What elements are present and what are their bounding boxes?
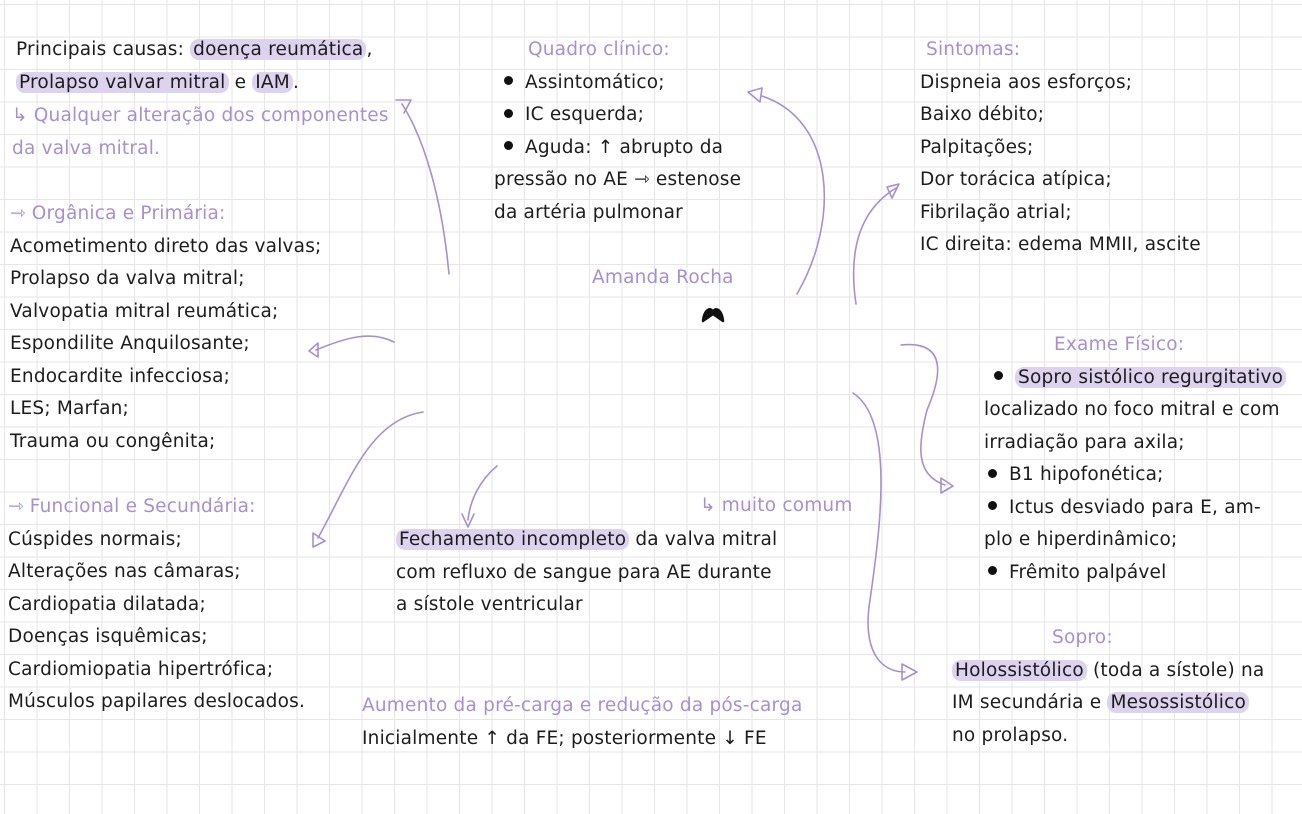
arrow-to-symptoms xyxy=(854,188,896,304)
arrow-to-causes xyxy=(402,104,449,274)
highlight-rheumatic: doença reumática xyxy=(190,39,366,60)
exam-section: Exame Físico: Sopro sistólico regurgitativo localizado no foco mitral e com irradiação para axila; B1 hipofonética; Ictus desviado para E, am- plo e hiperdinâmico; Frêmito palpável xyxy=(984,329,1286,589)
load-heading: Aumento da pré-carga e redução da pós-carga xyxy=(362,695,803,716)
symptoms-section xyxy=(920,34,1201,262)
arrow-to-exam xyxy=(901,345,945,485)
murmur-section: Sopro: Holossistólico (toda a sístole) na IM secundária e Mesossistólico no prolapso. xyxy=(952,622,1264,752)
list-item: Ictus desviado para E, am- xyxy=(984,492,1286,525)
highlight-holosystolic: Holossistólico xyxy=(952,660,1087,681)
highlight-prolapse: Prolapso valvar mitral xyxy=(16,72,229,93)
list-item: Músculos papilares deslocados. xyxy=(8,691,306,712)
list-item: Fibrilação atrial; xyxy=(920,201,1072,223)
load-section: Aumento da pré-carga e redução da pós-carga Inicialmente ↑ da FE; posteriormente ↓ FE xyxy=(362,690,803,755)
list-item: Palpitações; xyxy=(920,136,1034,158)
bullet-icon xyxy=(994,371,1003,380)
bullet-icon xyxy=(504,141,513,150)
murmur-heading: Sopro: xyxy=(1052,627,1113,648)
causes-section: Principais causas: doença reumática , Prolapso valvar mitral e IAM . xyxy=(16,39,373,93)
causes-note: ↳ Qualquer alteração dos componentes da valva mitral. xyxy=(12,105,389,159)
highlight-iam: IAM xyxy=(252,72,293,93)
bullet-icon xyxy=(504,109,513,118)
list-item: Dor torácica atípica; xyxy=(920,169,1112,190)
list-item: IC esquerda; xyxy=(494,99,741,132)
list-item: Cardiopatia dilatada; xyxy=(8,593,206,615)
list-item: Aguda: ↑ abrupto da xyxy=(494,132,741,165)
clinical-heading: Quadro clínico: xyxy=(528,39,670,60)
exam-heading: Exame Físico: xyxy=(1054,334,1185,355)
list-item: Assintomático; xyxy=(494,67,741,100)
bullet-icon xyxy=(504,76,513,85)
list-item: Endocardite infecciosa; xyxy=(10,365,231,387)
list-item: Espondilite Anquilosante; xyxy=(10,333,250,354)
functional-heading: ⇾ Funcional e Secundária: xyxy=(8,496,256,517)
list-item: Cardiomiopatia hipertrófica; xyxy=(8,658,274,680)
list-item: Doenças isquêmicas; xyxy=(8,626,208,647)
arrow-to-definition xyxy=(468,466,497,520)
arrow-to-murmur xyxy=(853,393,905,672)
arrow-to-exam-head xyxy=(941,478,953,493)
list-item: Dispneia aos esforços; xyxy=(920,71,1133,93)
list-item: Prolapso da valva mitral; xyxy=(10,268,245,289)
highlight-incomplete-closure: Fechamento incompleto xyxy=(396,529,629,550)
arrow-to-clinical xyxy=(762,96,824,294)
list-item: Baixo débito; xyxy=(920,104,1045,125)
list-item: Alterações nas câmaras; xyxy=(8,561,241,582)
list-item xyxy=(984,362,1286,395)
arrow-to-organic xyxy=(316,336,394,350)
organic-heading: ⇾ Orgânica e Primária: xyxy=(10,203,226,224)
causes-label: Principais causas: xyxy=(16,39,185,60)
arrow-to-clinical-head xyxy=(748,88,762,102)
list-item: B1 hipofonética; xyxy=(984,459,1286,492)
list-item: Valvopatia mitral reumática; xyxy=(10,300,279,322)
highlight-mesosystolic: Mesossistólico xyxy=(1107,692,1249,713)
list-item: Trauma ou congênita; xyxy=(10,430,216,452)
clinical-section: Quadro clínico: Assintomático; IC esquerda; Aguda: ↑ abrupto da pressão no AE ⇾ estenose da artéria pulmonar xyxy=(494,34,741,229)
list-item: Cúspides normais; xyxy=(8,528,182,550)
functional-section xyxy=(8,491,305,719)
highlight-murmur: Sopro sistólico regurgitativo xyxy=(1015,367,1286,388)
author-name: Amanda Rocha xyxy=(592,267,734,288)
definition-section: Fechamento incompleto da valva mitral com refluxo de sangue para AE durante a sístole ventricular xyxy=(396,529,778,615)
heart-icon xyxy=(703,309,723,321)
bullet-icon xyxy=(988,566,997,575)
symptoms-heading: Sintomas: xyxy=(926,39,1021,60)
bullet-icon xyxy=(988,501,997,510)
arrow-to-symptoms-head xyxy=(887,184,899,198)
organic-section xyxy=(10,198,322,458)
list-item: Acometimento direto das valvas; xyxy=(10,235,322,257)
list-item: Frêmito palpável xyxy=(984,557,1286,590)
very-common-note: ↳ muito comum xyxy=(700,495,853,516)
arrow-to-functional xyxy=(318,412,423,538)
bullet-icon xyxy=(988,469,997,478)
list-item: LES; Marfan; xyxy=(10,398,129,419)
list-item: IC direita: edema MMII, ascite xyxy=(920,234,1201,255)
